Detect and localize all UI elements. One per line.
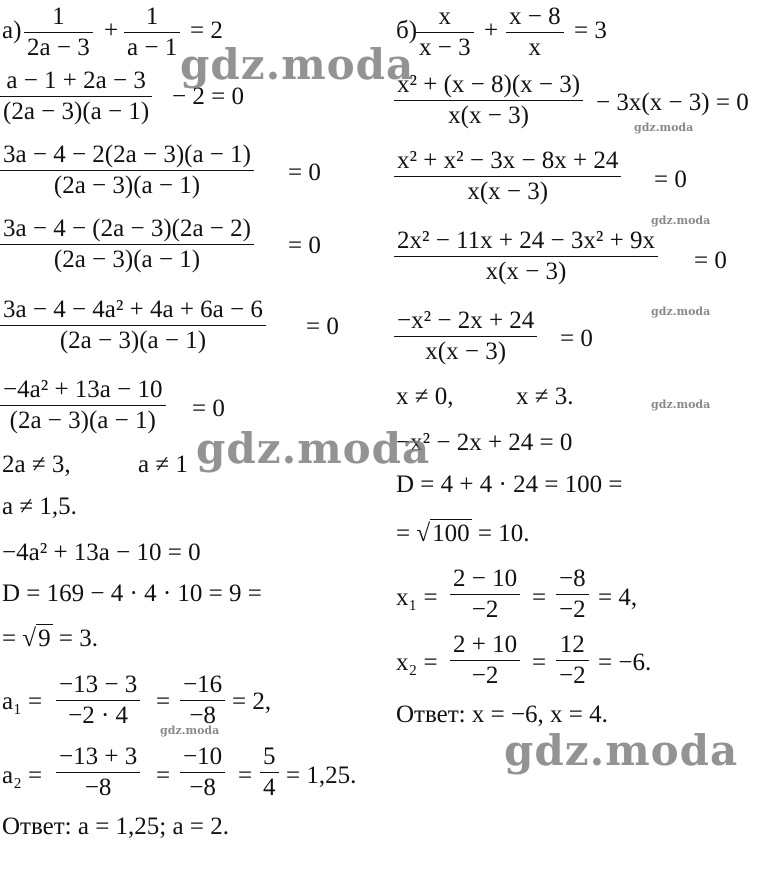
part-a-condition-2: a ≠ 1	[138, 451, 188, 478]
watermark-small-1: gdz.moda	[634, 121, 694, 134]
part-a-equation: −4a² + 13a − 10 = 0	[2, 539, 201, 566]
watermark-small-5: gdz.moda	[160, 724, 220, 737]
part-b-x1-fraction: 2 − 10 −2	[450, 566, 520, 624]
part-b-discriminant: D = 4 + 4 · 24 = 100 =	[396, 471, 623, 498]
part-b-x2-label: x₂ =	[396, 649, 438, 676]
part-b-answer: Ответ: x = −6, x = 4.	[396, 701, 608, 728]
part-a-discriminant: D = 169 − 4 · 4 · 10 = 9 =	[2, 580, 262, 607]
part-a-step-4-fraction: 3a − 4 − 4a² + 4a + 6a − 6 (2a − 3)(a − 1)	[0, 297, 266, 355]
part-a-step-1-fraction: a − 1 + 2a − 3 (2a − 3)(a − 1)	[0, 68, 152, 126]
watermark-gdz-moda-1: gdz.moda	[180, 40, 415, 89]
part-a-header-fraction-1: 1 2a − 3	[24, 4, 93, 62]
part-b-step-1-fraction: x² + (x − 8)(x − 3) x(x − 3)	[394, 72, 583, 130]
part-a-step-2-fraction: 3a − 4 − 2(2a − 3)(a − 1) (2a − 3)(a − 1)	[0, 142, 254, 200]
watermark-small-4: gdz.moda	[651, 398, 711, 411]
part-b-step-3-fraction: 2x² − 11x + 24 − 3x² + 9x x(x − 3)	[394, 228, 658, 286]
part-a-a2-label: a₂ =	[2, 762, 43, 789]
part-b-x1-label: x₁ =	[396, 584, 438, 611]
part-b-step-4-fraction: −x² − 2x + 24 x(x − 3)	[394, 308, 537, 366]
part-b-label: б)	[396, 17, 418, 44]
part-b-header-fraction-1: x x − 3	[416, 4, 474, 62]
part-a-sqrt-line: = √9 = 3.	[2, 625, 98, 652]
part-b-step-2-fraction: x² + x² − 3x − 8x + 24 x(x − 3)	[394, 148, 621, 206]
part-a-a1-label: a₁ =	[2, 688, 43, 715]
part-b-x2-fraction: 2 + 10 −2	[450, 632, 520, 690]
part-a-a2-fraction-2: −10 −8	[180, 744, 225, 802]
part-a-step-3-fraction: 3a − 4 − (2a − 3)(2a − 2) (2a − 3)(a − 1)	[0, 216, 254, 274]
part-a-step-5-fraction: −4a² + 13a − 10 (2a − 3)(a − 1)	[0, 377, 166, 435]
watermark-small-2: gdz.moda	[651, 214, 711, 227]
part-b-condition-1: x ≠ 0,	[396, 383, 454, 410]
part-a-a1-fraction: −13 − 3 −2 · 4	[56, 672, 140, 730]
watermark-gdz-moda-2: gdz.moda	[196, 424, 431, 473]
watermark-gdz-moda-3: gdz.moda	[504, 726, 739, 775]
part-b-x2-fraction-2: 12 −2	[556, 632, 589, 690]
watermark-small-3: gdz.moda	[651, 305, 711, 318]
part-a-condition-3: a ≠ 1,5.	[2, 493, 77, 520]
part-a-label: а)	[2, 17, 22, 44]
part-b-sqrt-line: = √100 = 10.	[396, 520, 530, 547]
part-b-x1-fraction-2: −8 −2	[556, 566, 589, 624]
part-b-condition-2: x ≠ 3.	[516, 383, 574, 410]
part-a-a1-fraction-2: −16 −8	[180, 672, 225, 730]
part-a-header-fraction-2: 1 a − 1	[124, 4, 180, 62]
part-b-header-fraction-2: x − 8 x	[506, 4, 564, 62]
part-a-condition-1: 2a ≠ 3,	[2, 451, 71, 478]
part-a-answer: Ответ: a = 1,25; a = 2.	[2, 813, 229, 840]
part-a-a2-fraction: −13 + 3 −8	[56, 744, 140, 802]
part-a-a2-fraction-3: 5 4	[260, 744, 279, 802]
part-b-equation: −x² − 2x + 24 = 0	[396, 429, 573, 456]
